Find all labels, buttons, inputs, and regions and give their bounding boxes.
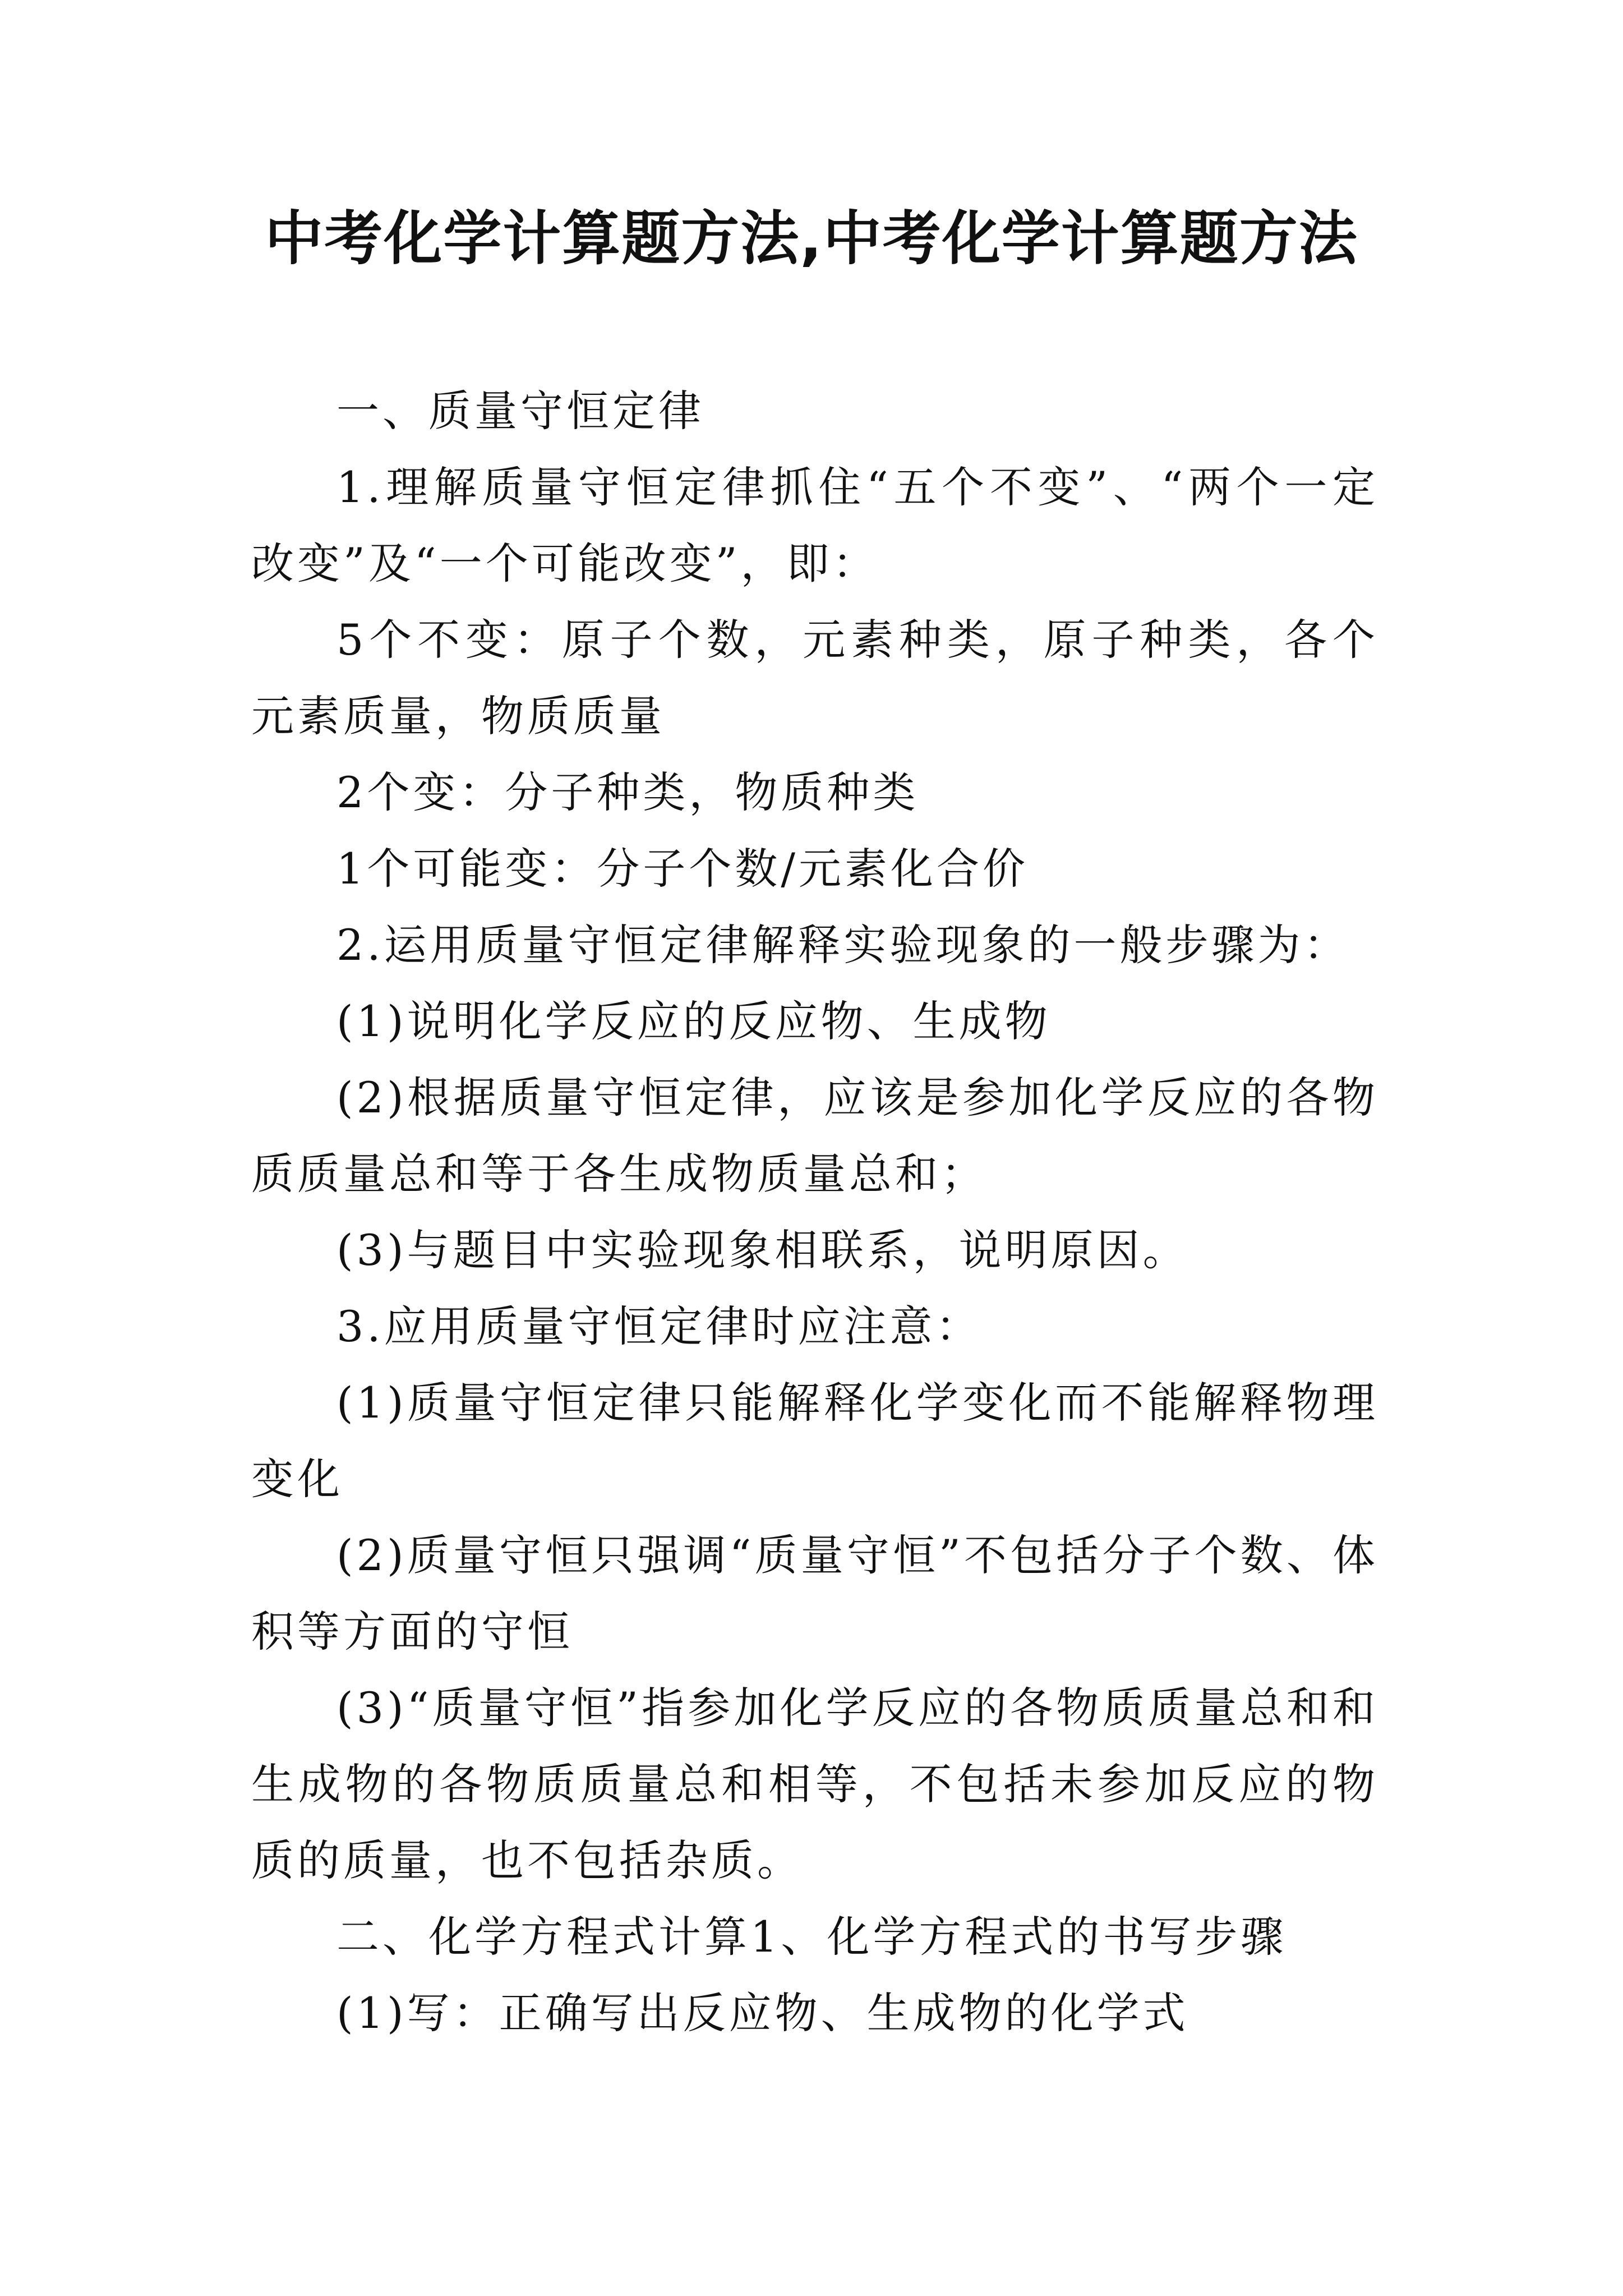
paragraph: 1个可能变：分子个数/元素化合价 <box>336 844 1029 894</box>
paragraph: 1.理解质量守恒定律抓住“五个不变”、“两个一定改变”及“一个可能改变”，即： <box>251 462 1378 588</box>
paragraph: 一、质量守恒定律 <box>336 386 704 436</box>
document-title: 中考化学计算题方法,中考化学计算题方法 <box>265 204 1358 273</box>
paragraph: (2)质量守恒只强调“质量守恒”不包括分子个数、体积等方面的守恒 <box>251 1530 1378 1657</box>
paragraph: 2个变：分子种类，物质种类 <box>336 767 919 817</box>
document-body <box>251 373 1378 2051</box>
paragraph: (3)与题目中实验现象相联系，说明原因。 <box>336 1225 1189 1275</box>
paragraph: (1)写：正确写出反应物、生成物的化学式 <box>336 1988 1189 2038</box>
paragraph: (2)根据质量守恒定律，应该是参加化学反应的各物质质量总和等于各生成物质量总和； <box>251 1073 1378 1199</box>
paragraph: 二、化学方程式计算1、化学方程式的书写步骤 <box>336 1912 1287 1962</box>
paragraph: 3.应用质量守恒定律时应注意： <box>336 1301 982 1351</box>
paragraph: 2.运用质量守恒定律解释实验现象的一般步骤为： <box>336 920 1350 970</box>
paragraph: 5个不变：原子个数，元素种类，原子种类，各个元素质量，物质质量 <box>251 615 1378 741</box>
paragraph: (1)说明化学反应的反应物、生成物 <box>336 996 1051 1046</box>
paragraph: (1)质量守恒定律只能解释化学变化而不能解释物理变化 <box>251 1378 1378 1504</box>
paragraph: (3)“质量守恒”指参加化学反应的各物质质量总和和生成物的各物质质量总和相等，不包括未参加反应的物质的质量，也不包括杂质。 <box>251 1683 1378 1885</box>
